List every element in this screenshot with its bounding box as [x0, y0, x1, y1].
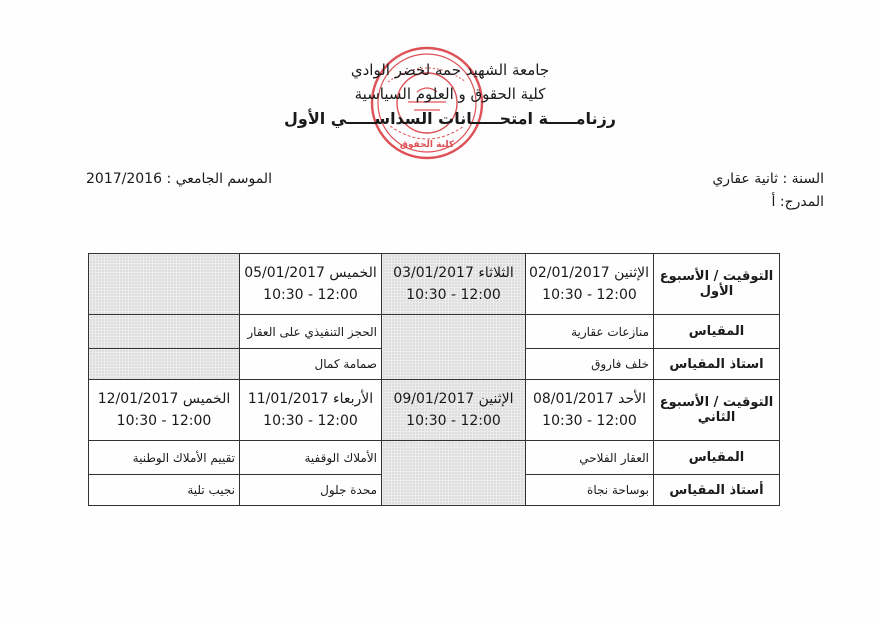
week2-slot: [240, 380, 382, 441]
subject-label: المقياس: [654, 315, 780, 349]
slot-date: 05/01/2017: [244, 265, 325, 281]
week1-slot: [526, 254, 654, 315]
professor-cell: بوساحة نجاة: [526, 475, 654, 506]
slot-time: 10:30 - 12:00: [263, 287, 358, 303]
hall-label: المدرج: أ: [771, 194, 824, 210]
professor-cell: محدة جلول: [240, 475, 382, 506]
slot-day: الإثنين: [478, 391, 514, 407]
week2-subject-row: [89, 441, 780, 475]
empty-cell: [382, 315, 526, 380]
year-label: السنة : ثانية عقاري: [712, 171, 824, 187]
slot-time: 10:30 - 12:00: [263, 413, 358, 429]
professor-cell: صمامة كمال: [240, 349, 382, 380]
slot-day: الخميس: [329, 265, 377, 281]
exam-schedule-table: [88, 253, 780, 506]
slot-time: 10:30 - 12:00: [406, 287, 501, 303]
empty-cell: [89, 349, 240, 380]
slot-date: 08/01/2017: [532, 391, 614, 407]
week2-label: التوقيت / الأسبوع الثاني: [654, 380, 780, 441]
slot-day: الأربعاء: [333, 391, 374, 407]
season-label: الموسم الجامعي :: [166, 171, 272, 187]
slot-time: 10:30 - 12:00: [542, 413, 637, 429]
university-name: جامعة الشهيد حمه لخضر الوادي: [350, 61, 550, 79]
document-header: [240, 58, 660, 132]
slot-day: الأحد: [618, 391, 647, 407]
class-info: [712, 168, 824, 214]
subject-cell: العقار الفلاحي: [526, 441, 654, 475]
slot-date: 12/01/2017: [97, 391, 179, 407]
slot-date: 09/01/2017: [393, 391, 475, 407]
slot-time: 10:30 - 12:00: [116, 413, 212, 429]
professor-cell: خلف فاروق: [526, 349, 654, 380]
page-title: رزنامـــــة امتحـــــانات السداســـــي الأول: [284, 109, 616, 128]
slot-date: 11/01/2017: [247, 391, 329, 407]
subject-cell: الحجز التنفيذي على العقار: [240, 315, 382, 349]
week1-slot: [240, 254, 382, 315]
stamp-text: كلية الحقوق: [399, 140, 455, 150]
professor-label: استاذ المقياس: [654, 349, 780, 380]
season-info: [86, 168, 272, 191]
empty-cell: [89, 254, 240, 315]
week2-slot: [89, 380, 240, 441]
week1-time-row: [89, 254, 780, 315]
slot-date: 02/01/2017: [528, 265, 610, 281]
week2-slot: [382, 380, 526, 441]
empty-cell: [89, 315, 240, 349]
slot-day: الثلاثاء: [478, 265, 514, 281]
slot-day: الخميس: [182, 391, 231, 407]
faculty-name: كلية الحقوق و العلوم السياسية: [354, 85, 546, 103]
week1-label: التوقيت / الأسبوع الأول: [654, 254, 780, 315]
professor-label: أستاذ المقياس: [654, 475, 780, 506]
slot-time: 10:30 - 12:00: [406, 413, 501, 429]
season-value: 2017/2016: [86, 171, 162, 187]
empty-cell: [382, 441, 526, 506]
week1-slot: [382, 254, 526, 315]
week2-slot: [526, 380, 654, 441]
week2-time-row: [89, 380, 780, 441]
week1-subject-row: [89, 315, 780, 349]
slot-time: 10:30 - 12:00: [542, 287, 637, 303]
subject-cell: تقييم الأملاك الوطنية: [89, 441, 240, 475]
subject-cell: الأملاك الوقفية: [240, 441, 382, 475]
subject-label: المقياس: [654, 441, 780, 475]
professor-cell: نجيب تلية: [89, 475, 240, 506]
slot-date: 03/01/2017: [393, 265, 474, 281]
slot-day: الإثنين: [614, 265, 649, 281]
subject-cell: منازعات عقارية: [526, 315, 654, 349]
